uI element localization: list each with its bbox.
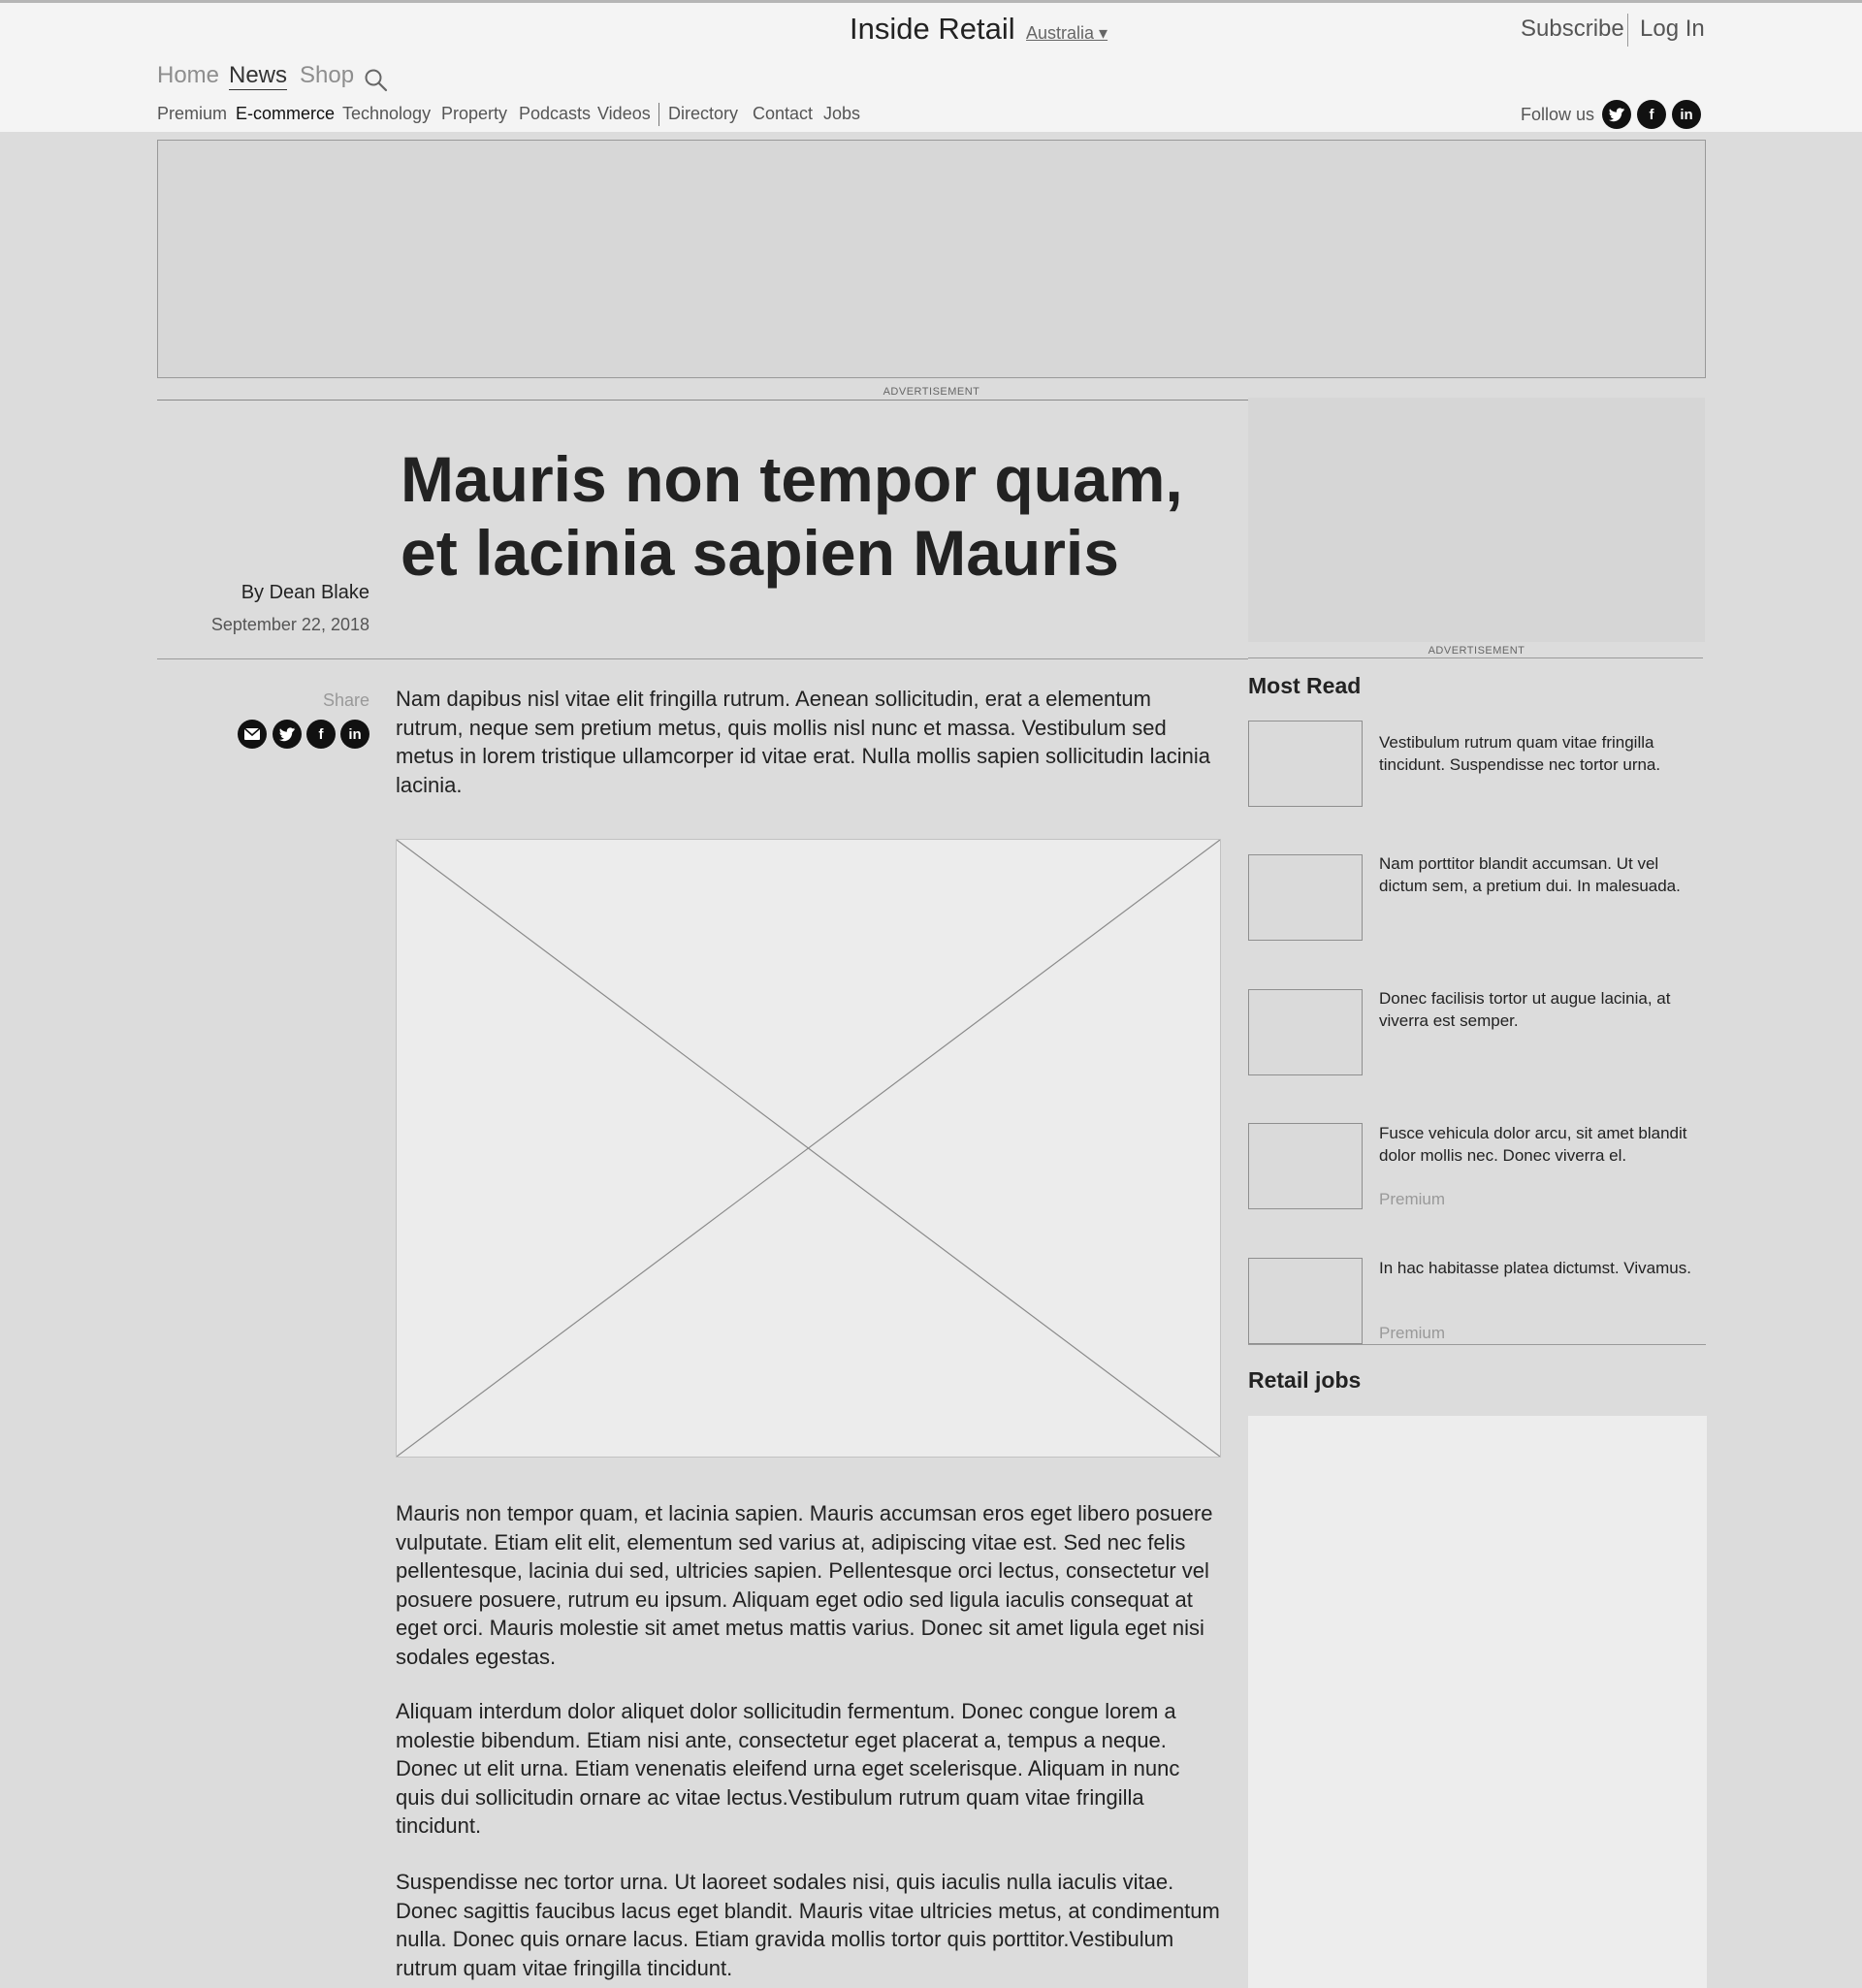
most-read-heading: Most Read [1248, 673, 1362, 698]
most-read-thumbnail[interactable] [1248, 1123, 1363, 1209]
email-icon[interactable] [238, 720, 267, 749]
premium-tag: Premium [1379, 1190, 1446, 1208]
nav-shop[interactable]: Shop [300, 62, 355, 88]
article-header-divider [157, 658, 1248, 659]
facebook-icon[interactable]: f [306, 720, 336, 749]
subscribe-link[interactable]: Subscribe [1521, 16, 1624, 42]
nav-contact[interactable]: Contact [753, 104, 814, 123]
article-headline: Mauris non tempor quam, et lacinia sapien Mauris [401, 443, 1183, 589]
nav-property[interactable]: Property [441, 104, 508, 123]
article-byline[interactable]: By Dean Blake [241, 582, 369, 603]
article-paragraph: Aliquam interdum dolor aliquet dolor sollicitudin fermentum. Donec congue lorem a molestie bibendum. Etiam nisi ante, consectetur eget placerat a, tempus a neque. Donec ut elit urna. Etiam venenatis eleifend urna eget scelerisque. Aliquam in nunc quis dui sollicitudin ornare ac vitae lectus.Vestibulum rutrum quam vitae fringilla tincidunt. [396, 1699, 1180, 1838]
article-paragraph: Mauris non tempor quam, et lacinia sapien. Mauris accumsan eros eget libero posuere vulputate. Etiam elit elit, elementum sed varius at, adipiscing vitae est. Sed nec felis pellentesque, lacinia dui sed, ultricies sapien. Pellentesque orci lectus, consectetur vel posuere posuere, rutrum eu ipsum. Aliquam eget odio sed ligula iaculis consequat at eget orci. Mauris molestie sit amet metus mattis varius. Donec sit amet ligula eget nisi sodales egestas. [396, 1501, 1213, 1669]
most-read-title[interactable]: Vestibulum rutrum quam vitae fringilla tincidunt. Suspendisse nec tortor urna. [1379, 733, 1661, 774]
retail-jobs-heading: Retail jobs [1248, 1367, 1362, 1393]
nav-news[interactable]: News [229, 62, 288, 88]
nav-videos[interactable]: Videos [597, 104, 651, 123]
nav-directory[interactable]: Directory [668, 104, 739, 123]
most-read-thumbnail[interactable] [1248, 854, 1363, 941]
nav-jobs[interactable]: Jobs [823, 104, 861, 123]
article-image-placeholder [396, 839, 1221, 1458]
top-ad-label: ADVERTISEMENT [883, 386, 980, 398]
most-read-divider [1248, 1344, 1706, 1345]
nav-ecommerce[interactable]: E-commerce [236, 104, 336, 123]
article-intro: Nam dapibus nisl vitae elit fringilla rutrum. Aenean sollicitudin, erat a elementum rutrum, neque sem pretium metus, quis mollis nisl nunc et massa. Vestibulum sed metus in lorem tristique ullamcorper id vitae erat. Nulla mollis sapien sollicitudin lacinia lacinia. [396, 687, 1211, 797]
premium-tag: Premium [1379, 1324, 1446, 1342]
region-selector[interactable]: Australia ▾ [1026, 23, 1108, 43]
site-logo[interactable]: Inside Retail [850, 12, 1015, 46]
most-read-thumbnail[interactable] [1248, 989, 1363, 1075]
article-date: September 22, 2018 [210, 615, 369, 634]
sidebar-ad-label: ADVERTISEMENT [1428, 645, 1525, 657]
most-read-thumbnail[interactable] [1248, 721, 1363, 807]
most-read-title[interactable]: Fusce vehicula dolor arcu, sit amet blandit dolor mollis nec. Donec viverra el. [1379, 1124, 1687, 1165]
nav-home[interactable]: Home [157, 62, 220, 88]
account-divider [1627, 14, 1628, 47]
nav-podcasts[interactable]: Podcasts [519, 104, 592, 123]
top-ad-banner[interactable] [157, 140, 1706, 378]
share-label: Share [322, 690, 369, 710]
nav-premium[interactable]: Premium [157, 104, 228, 123]
article-top-divider [157, 400, 1248, 401]
facebook-icon[interactable]: f [1637, 100, 1666, 129]
search-icon[interactable] [364, 68, 389, 93]
linkedin-icon[interactable]: in [1672, 100, 1701, 129]
most-read-title[interactable]: Nam porttitor blandit accumsan. Ut vel dictum sem, a pretium dui. In malesuada. [1379, 854, 1681, 895]
retail-jobs-widget[interactable] [1248, 1416, 1707, 1988]
linkedin-icon[interactable]: in [340, 720, 369, 749]
article-paragraph: Suspendisse nec tortor urna. Ut laoreet sodales nisi, quis iaculis nulla iaculis vitae. Donec sagittis faucibus lacus eget blandit. Mauris vitae ultricies metus, at condimentum nulla. Donec quis ornare lacus. Etiam gravida mollis tortor quis porttitor.Vestibulum rutrum quam vitae fringilla tincidunt. [396, 1870, 1220, 1980]
login-link[interactable]: Log In [1640, 16, 1705, 42]
nav-technology[interactable]: Technology [342, 104, 432, 123]
sidebar-ad[interactable] [1248, 398, 1705, 642]
most-read-title[interactable]: Donec facilisis tortor ut augue lacinia, at viverra est semper. [1379, 989, 1671, 1030]
most-read-thumbnail[interactable] [1248, 1258, 1363, 1344]
most-read-title[interactable]: In hac habitasse platea dictumst. Vivamus. [1379, 1259, 1691, 1277]
nav-divider [658, 103, 659, 126]
follow-label: Follow us [1521, 105, 1595, 124]
twitter-icon[interactable] [273, 720, 302, 749]
sidebar-ad-divider [1248, 657, 1703, 658]
twitter-icon[interactable] [1602, 100, 1631, 129]
